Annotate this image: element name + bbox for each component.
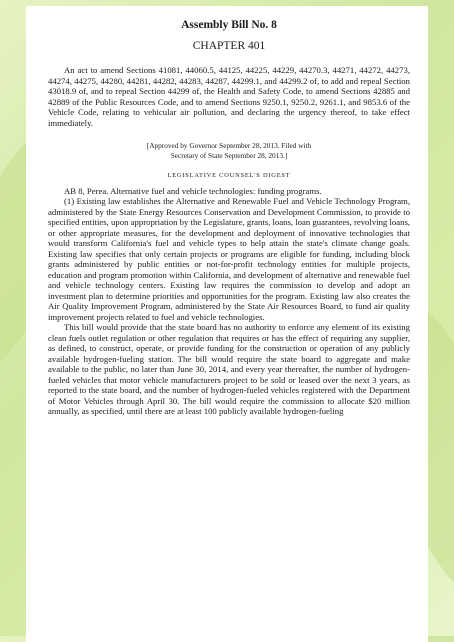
- chapter-heading: CHAPTER 401: [192, 40, 266, 52]
- digest-intro: AB 8, Perea. Alternative fuel and vehicle technologies: funding programs.: [64, 185, 322, 196]
- document-page: [26, 6, 428, 642]
- approval-line-2: Secretary of State September 28, 2013.]: [170, 150, 288, 160]
- enacting-clause: An act to amend Sections 41081, 44060.5, 44125, 44225, 44229, 44270.3, 44271, 44272, 44273, 44274, 44275, 44280, 44281, 44282, 44283, 44287, 44299.1, and 44299.2 of, to add and repeal Section 43018.9 of, and to repeal Section 44299 of, the Health and Safety Code, to amend Sections 42885 and 42889 of the Public Resources Code, and to amend Sections 9250.1, 9250.2, 9261.1, and 9853.6 of the Vehicle Code, relating to vehicular air pollution, and declaring the urgency thereof, to take effect immediately.: [48, 65, 410, 128]
- approval-notice: [48, 141, 410, 161]
- digest-paragraph-1: (1) Existing law establishes the Alternative and Renewable Fuel and Vehicle Technology Program, administered by the State Energy Resources Conservation and Development Commission, to provide to specified entities, upon appropriation by the Legislature, grants, loans, loan guarantees, revolving loans, or other appropriate measures, for the development and deployment of innovative technologies that would transform California's fuel and vehicle types to help attain the state's climate change goals. Existing law specifies that only certain projects or programs are eligible for funding, including block grants administered by public entities or not-for-profit technology entities for multiple projects, education and program promotion within California, and development of alternative and renewable fuel and vehicle technology centers. Existing law requires the commission to develop and adopt an investment plan to determine priorities and opportunities for the program. Existing law also creates the Air Quality Improvement Program, administered by the State Air Resources Board, to fund air quality improvement projects related to fuel and vehicle technologies.: [48, 196, 410, 322]
- approval-line-1: [Approved by Governor September 28, 2013. Filed with: [146, 141, 312, 150]
- bill-title: Assembly Bill No. 8: [181, 19, 277, 31]
- digest-heading: LEGISLATIVE COUNSEL'S DIGEST: [167, 171, 291, 179]
- digest-paragraph-2: This bill would provide that the state board has no authority to enforce any element of its existing clean fuels outlet regulation or other regulation that requires or has the effect of requiring any supplier, as defined, to construct, operate, or provide funding for the construction or operation of any publicly available hydrogen-fueling station. The bill would require the state board to aggregate and make available to the public, no later than June 30, 2014, and every year thereafter, the number of hydrogen-fueled vehicles that motor vehicle manufacturers project to be sold or leased over the next 3 years, as reported to the state board, and the number of hydrogen-fueled vehicles registered with the Department of Motor Vehicles through April 30. The bill would require the commission to allocate $20 million annually, as specified, until there are at least 100 publicly available hydrogen-fueling: [48, 322, 410, 417]
